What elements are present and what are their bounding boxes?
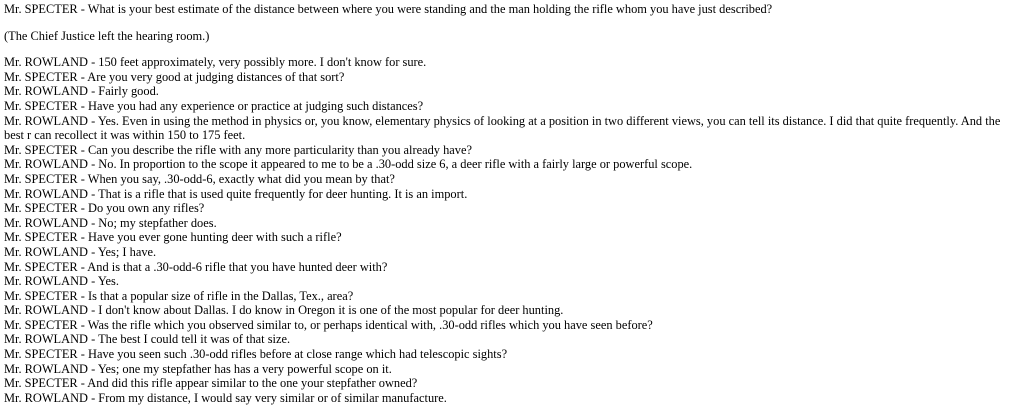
testimony-line: Mr. SPECTER - When you say, .30-odd-6, exactly what did you mean by that? [4, 171, 395, 186]
testimony-line: Mr. SPECTER - Can you describe the rifle with any more particularity than you already have? [4, 142, 472, 157]
testimony-line: Mr. ROWLAND - I don't know about Dallas. I do know in Oregon it is one of the most popular for deer hunting. [4, 303, 564, 318]
testimony-line: Mr. ROWLAND - The best I could tell it was of that size. [4, 332, 291, 347]
testimony-line: Mr. ROWLAND - From my distance, I would say very similar or of similar manufacture. [4, 390, 447, 405]
opening-question: Mr. SPECTER - What is your best estimate of the distance between where you were standing and the man holding the rifle whom you have just described? [4, 2, 773, 16]
testimony-lines [4, 55, 1018, 405]
hearing-note: (The Chief Justice left the hearing room.) [4, 28, 210, 43]
testimony-line: Mr. ROWLAND - No; my stepfather does. [4, 215, 217, 230]
testimony-line: Mr. ROWLAND - Yes; I have. [4, 244, 157, 259]
testimony-line: Mr. SPECTER - Was the rifle which you observed similar to, or perhaps identical with, .30-odd rifles which you have seen before? [4, 317, 653, 332]
testimony-line: Mr. ROWLAND - Yes. Even in using the method in physics or, you know, elementary physics of looking at a position in two different views, you can tell its distance. I did that quite frequently. And the best r can recollect it was within 150 to 175 feet. [4, 113, 1001, 143]
testimony-line: Mr. ROWLAND - That is a rifle that is used quite frequently for deer hunting. It is an import. [4, 186, 468, 201]
testimony-line: Mr. SPECTER - Are you very good at judging distances of that sort? [4, 69, 345, 84]
testimony-line: Mr. SPECTER - Have you had any experience or practice at judging such distances? [4, 98, 424, 113]
testimony-line: Mr. ROWLAND - Yes; one my stepfather has has a very powerful scope on it. [4, 361, 392, 376]
testimony-line: Mr. SPECTER - Have you ever gone hunting deer with such a rifle? [4, 230, 342, 245]
testimony-line: Mr. ROWLAND - Fairly good. [4, 84, 159, 99]
testimony-line: Mr. ROWLAND - 150 feet approximately, very possibly more. I don't know for sure. [4, 55, 427, 70]
testimony-line: Mr. SPECTER - Is that a popular size of rifle in the Dallas, Tex., area? [4, 288, 354, 303]
testimony-line: Mr. SPECTER - And is that a .30-odd-6 rifle that you have hunted deer with? [4, 259, 388, 274]
testimony-line: Mr. SPECTER - Do you own any rifles? [4, 201, 205, 216]
testimony-line: Mr. ROWLAND - Yes. [4, 274, 119, 289]
testimony-line: Mr. SPECTER - Have you seen such .30-odd rifles before at close range which had telescopic sights? [4, 347, 508, 362]
testimony-line: Mr. ROWLAND - No. In proportion to the scope it appeared to me to be a .30-odd size 6, a deer rifle with a fairly large or powerful scope. [4, 157, 693, 172]
testimony-line: Mr. SPECTER - And did this rifle appear similar to the one your stepfather owned? [4, 376, 418, 391]
